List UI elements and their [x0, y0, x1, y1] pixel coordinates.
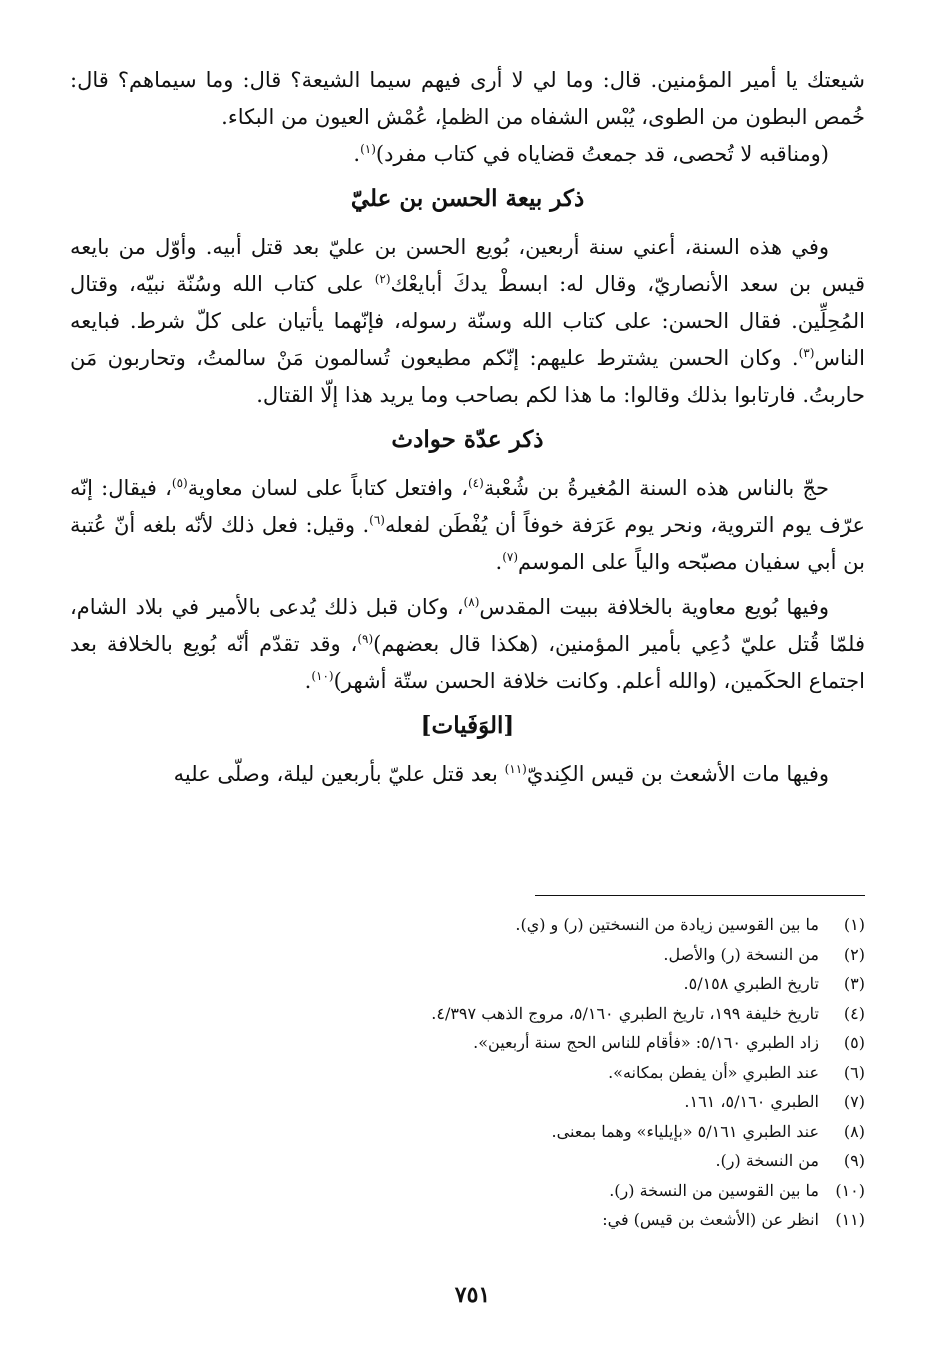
footnote-text: الطبري ٥/١٦٠، ١٦١. — [684, 1092, 819, 1111]
paragraph-bay-ah — [70, 229, 865, 414]
footnote-number: (٣) — [843, 974, 865, 993]
text-span: . وكان الحسن يشترط عليهم: إنّكم مطيعون تُسالمون مَنْ سالمتُ، وتحاربون مَن حاربتُ. فارتابوا بذلك وقالوا: ما هذا لكم بصاحب وما يريد هذا إلّا القتال. — [70, 346, 865, 407]
text-span: على كتاب الله وسُنّة نبيّه، وقتال المُحِلِّين. فقال الحسن: على كتاب الله وسنّة رسوله، فإنّهما يأتيان على كلّ شرط. فبايعه الناس — [70, 272, 865, 370]
footnote-item — [70, 940, 865, 970]
footnote-item — [70, 1176, 865, 1206]
footnote-text: تاريخ خليفة ١٩٩، تاريخ الطبري ٥/١٦٠، مروج الذهب ٤/٣٩٧. — [431, 1003, 819, 1023]
text-span: . — [304, 669, 312, 693]
paragraph-muawiya — [70, 589, 865, 700]
footnote-item — [70, 999, 865, 1029]
text-span: وفيها بُويع معاوية بالخلافة ببيت المقدس — [479, 595, 830, 619]
footnote-item — [70, 1205, 865, 1235]
footnote-number: (١١) — [835, 1210, 865, 1229]
footnote-ref[interactable]: (١) — [360, 142, 376, 156]
footnote-number: (٥) — [843, 1033, 865, 1052]
footnotes — [70, 910, 865, 1235]
footnote-ref[interactable]: (٧) — [502, 550, 519, 564]
paragraph-continuation — [70, 62, 865, 136]
text-span: وفي هذه السنة، أعني سنة أربعين، بُويع الحسن بن عليّ بعد قتل أبيه. وأوّل من بايعه قيس بن سعد الأنصاريّ، وقال له: ابسطْ يدكَ أبايعْك — [70, 235, 865, 296]
text-span: حجّ بالناس هذه السنة المُغيرةُ بن شُعْبة — [483, 476, 829, 500]
text-span: ، وكان قبل ذلك يُدعى بالأمير في بلاد الشام، فلمّا قُتل عليّ دُعِي بأمير المؤمنين، (هكذا قال بعضهم) — [70, 595, 866, 656]
paragraph-hajj: حجّ بالناس هذه السنة المُغيرةُ بن شُعْبة$^{(٤)}$، وافتعل كتاباً على لسان معاوية$^{(٥)}$، فيقال: إنّه عرّف يوم التروية، ونحر يوم عَرَفة خوفاً أن يُفْطَن لفعله$^{(٦)}$. وقيل: فعل ذلك لأنّه بلغه أنّ عُتبة بن أبي سفيان مصبّحه والياً على الموسم$^{(٧)}$. — [70, 476, 865, 574]
footnote-text: من النسخة (ر). — [715, 1151, 819, 1170]
footnote-ref[interactable]: (٨) — [463, 595, 480, 609]
text-span: بعد قتل عليّ بأربعين ليلة، وصلّى عليه — [173, 762, 505, 786]
text-span: ، وافتعل كتاباً على لسان معاوية — [187, 476, 468, 500]
footnote-number: (١٠) — [835, 1180, 865, 1200]
footnote-number: (١) — [843, 915, 865, 934]
footnote-divider — [535, 895, 865, 896]
page-number: ٧٥١ — [454, 1282, 491, 1308]
footnote-ref[interactable]: (٩) — [357, 632, 374, 646]
footnote-ref[interactable]: (٤) — [467, 476, 484, 490]
footnote-text: عند الطبري ٥/١٦١ «بإيلياء» وهما بمعنى. — [551, 1121, 819, 1141]
footnote-ref[interactable]: (٢) — [374, 272, 391, 286]
text-span: شيعتك يا أمير المؤمنين. قال: وما لي لا أرى فيهم سيما الشيعة؟ قال: وما سيماهم؟ قال: خُمص البطون من الطوى، يُبْس الشفاه من الظمإ، عُمْش العيون من البكاء. — [70, 68, 865, 129]
footnote-number: (٨) — [843, 1121, 865, 1141]
footnote-text: تاريخ الطبري ٥/١٥٨. — [683, 974, 819, 993]
footnote-item — [70, 969, 865, 999]
footnote-text: انظر عن (الأشعث بن قيس) في: — [602, 1210, 819, 1229]
text-span: ، وقد تقدّم أنّه بُويع بالخلافة بعد اجتماع الحكَمين، (والله أعلم. وكانت خلافة الحسن ستّة أشهر) — [70, 632, 865, 693]
text-span: ، فيقال: إنّه عرّف يوم التروية، ونحر يوم عَرَفة خوفاً أن يُفْطَن لفعله — [70, 476, 865, 537]
text-span: (ومناقبه لا تُحصى، قد جمعتُ قضاياه في كتاب مفرد) — [375, 142, 829, 166]
footnote-item — [70, 1087, 865, 1117]
footnote-number: (٢) — [843, 944, 865, 964]
footnote-item — [70, 910, 865, 940]
footnote-number: (٤) — [843, 1003, 865, 1023]
footnote-item — [70, 1146, 865, 1176]
paragraph-manaqib: (ومناقبه لا تُحصى، قد جمعتُ قضاياه في كتاب مفرد)$^{(١)}$. — [353, 142, 829, 166]
footnote-text: عند الطبري «أن يفطن بمكانه». — [608, 1062, 819, 1082]
main-text — [70, 62, 865, 793]
footnote-text: من النسخة (ر) والأصل. — [663, 944, 819, 964]
footnote-ref[interactable]: (١٠) — [311, 669, 334, 683]
section-heading-deaths: [الوَفَيات] — [420, 712, 515, 739]
footnote-text: ما بين القوسين من النسخة (ر). — [609, 1180, 819, 1200]
section-heading-events: ذكر عدّة حوادث — [391, 426, 544, 453]
text-span: . وقيل: فعل ذلك لأنّه بلغه أنّ عُتبة بن أبي سفيان مصبّحه والياً على الموسم — [70, 513, 865, 574]
footnote-ref[interactable]: (٥) — [171, 476, 188, 490]
footnote-number: (٩) — [843, 1151, 865, 1170]
footnote-item — [70, 1058, 865, 1088]
footnote-number: (٦) — [843, 1062, 865, 1082]
footnote-text: زاد الطبري ٥/١٦٠: «فأقام للناس الحج سنة أربعين». — [473, 1033, 819, 1052]
footnote-ref[interactable]: (١١) — [504, 762, 527, 776]
text-span: وفيها مات الأشعث بن قيس الكِنديّ — [526, 762, 829, 786]
footnote-item — [70, 1028, 865, 1058]
paragraph-deaths — [70, 756, 865, 793]
section-heading-bay-ah: ذكر بيعة الحسن بن عليّ — [350, 185, 585, 212]
footnote-item — [70, 1117, 865, 1147]
footnote-ref[interactable]: (٣) — [798, 346, 815, 360]
footnote-number: (٧) — [843, 1092, 865, 1111]
footnote-text: ما بين القوسين زيادة من النسختين (ر) و (ي). — [515, 915, 819, 934]
footnote-ref[interactable]: (٦) — [369, 513, 385, 527]
